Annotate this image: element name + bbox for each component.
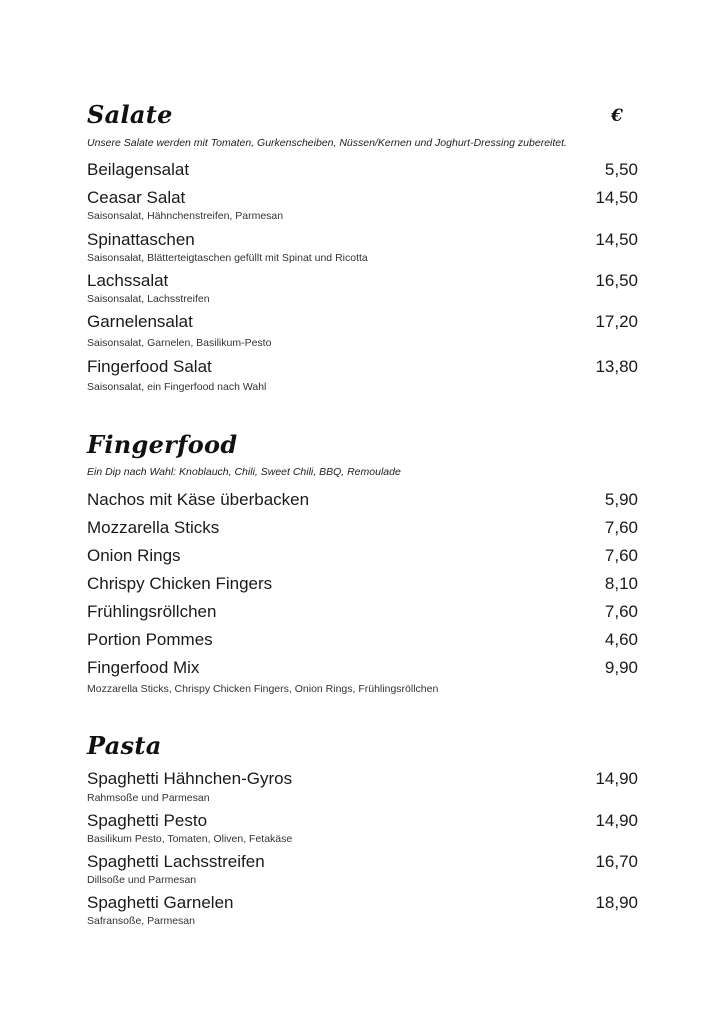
item-price: 7,60 bbox=[604, 602, 638, 621]
item-price: 16,50 bbox=[595, 271, 638, 290]
item-name: Nachos mit Käse überbacken bbox=[87, 490, 310, 509]
item-price: 4,60 bbox=[604, 630, 638, 649]
section-intro-fingerfood: Ein Dip nach Wahl: Knoblauch, Chili, Sweet Chili, BBQ, Remoulade bbox=[87, 466, 401, 478]
menu-item bbox=[87, 230, 638, 254]
item-price: 9,90 bbox=[604, 658, 638, 677]
menu-item bbox=[87, 630, 638, 654]
item-name: Frühlingsröllchen bbox=[87, 602, 217, 621]
item-description: Saisonsalat, Garnelen, Basilikum-Pesto bbox=[87, 337, 272, 349]
menu-item bbox=[87, 271, 638, 295]
item-price: 16,70 bbox=[595, 852, 638, 871]
section-intro-salate: Unsere Salate werden mit Tomaten, Gurkenscheiben, Nüssen/Kernen und Joghurt-Dressing zubereitet. bbox=[87, 137, 567, 149]
item-description: Saisonsalat, Lachsstreifen bbox=[87, 293, 210, 305]
item-price: 5,90 bbox=[604, 490, 638, 509]
section-title-fingerfood: Fingerfood bbox=[87, 430, 238, 459]
item-name: Fingerfood Mix bbox=[87, 658, 200, 677]
item-name: Beilagensalat bbox=[87, 160, 190, 179]
item-description: Mozzarella Sticks, Chrispy Chicken Fingers, Onion Rings, Frühlingsröllchen bbox=[87, 683, 439, 695]
item-price: 7,60 bbox=[604, 546, 638, 565]
menu-item bbox=[87, 160, 638, 184]
item-price: 17,20 bbox=[595, 312, 638, 331]
item-name: Onion Rings bbox=[87, 546, 181, 565]
menu-item bbox=[87, 811, 638, 835]
item-price: 7,60 bbox=[604, 518, 638, 537]
item-name: Spinattaschen bbox=[87, 230, 195, 249]
item-description: Basilikum Pesto, Tomaten, Oliven, Fetakäse bbox=[87, 833, 293, 845]
item-name: Portion Pommes bbox=[87, 630, 213, 649]
item-price: 13,80 bbox=[595, 357, 638, 376]
item-name: Fingerfood Salat bbox=[87, 357, 212, 376]
item-price: 14,90 bbox=[595, 811, 638, 830]
menu-item bbox=[87, 574, 638, 598]
item-description: Safransoße, Parmesan bbox=[87, 915, 195, 927]
item-name: Garnelensalat bbox=[87, 312, 193, 331]
item-name: Spaghetti Garnelen bbox=[87, 893, 234, 912]
item-name: Spaghetti Pesto bbox=[87, 811, 208, 830]
menu-item bbox=[87, 658, 638, 682]
item-name: Spaghetti Hähnchen-Gyros bbox=[87, 769, 293, 788]
menu-item bbox=[87, 518, 638, 542]
item-price: 18,90 bbox=[595, 893, 638, 912]
menu-item bbox=[87, 852, 638, 876]
item-price: 14,90 bbox=[595, 769, 638, 788]
item-price: 8,10 bbox=[604, 574, 638, 593]
item-description: Saisonsalat, Hähnchenstreifen, Parmesan bbox=[87, 210, 284, 222]
menu-item bbox=[87, 893, 638, 917]
item-price: 5,50 bbox=[604, 160, 638, 179]
menu-item bbox=[87, 490, 638, 514]
section-title-salate: Salate bbox=[87, 100, 173, 129]
item-name: Spaghetti Lachsstreifen bbox=[87, 852, 265, 871]
item-description: Saisonsalat, Blätterteigtaschen gefüllt mit Spinat und Ricotta bbox=[87, 252, 368, 264]
menu-item bbox=[87, 546, 638, 570]
menu-item bbox=[87, 769, 638, 793]
section-title-pasta: Pasta bbox=[87, 731, 162, 760]
menu-item bbox=[87, 602, 638, 626]
item-price: 14,50 bbox=[595, 230, 638, 249]
item-name: Lachssalat bbox=[87, 271, 169, 290]
item-name: Mozzarella Sticks bbox=[87, 518, 220, 537]
item-name: Chrispy Chicken Fingers bbox=[87, 574, 273, 593]
item-description: Dillsoße und Parmesan bbox=[87, 874, 197, 886]
menu-item bbox=[87, 357, 638, 381]
currency-symbol: € bbox=[611, 106, 623, 126]
item-name: Ceasar Salat bbox=[87, 188, 186, 207]
menu-item bbox=[87, 312, 638, 336]
item-price: 14,50 bbox=[595, 188, 638, 207]
menu-item bbox=[87, 188, 638, 212]
item-description: Rahmsoße und Parmesan bbox=[87, 792, 210, 804]
item-description: Saisonsalat, ein Fingerfood nach Wahl bbox=[87, 381, 267, 393]
